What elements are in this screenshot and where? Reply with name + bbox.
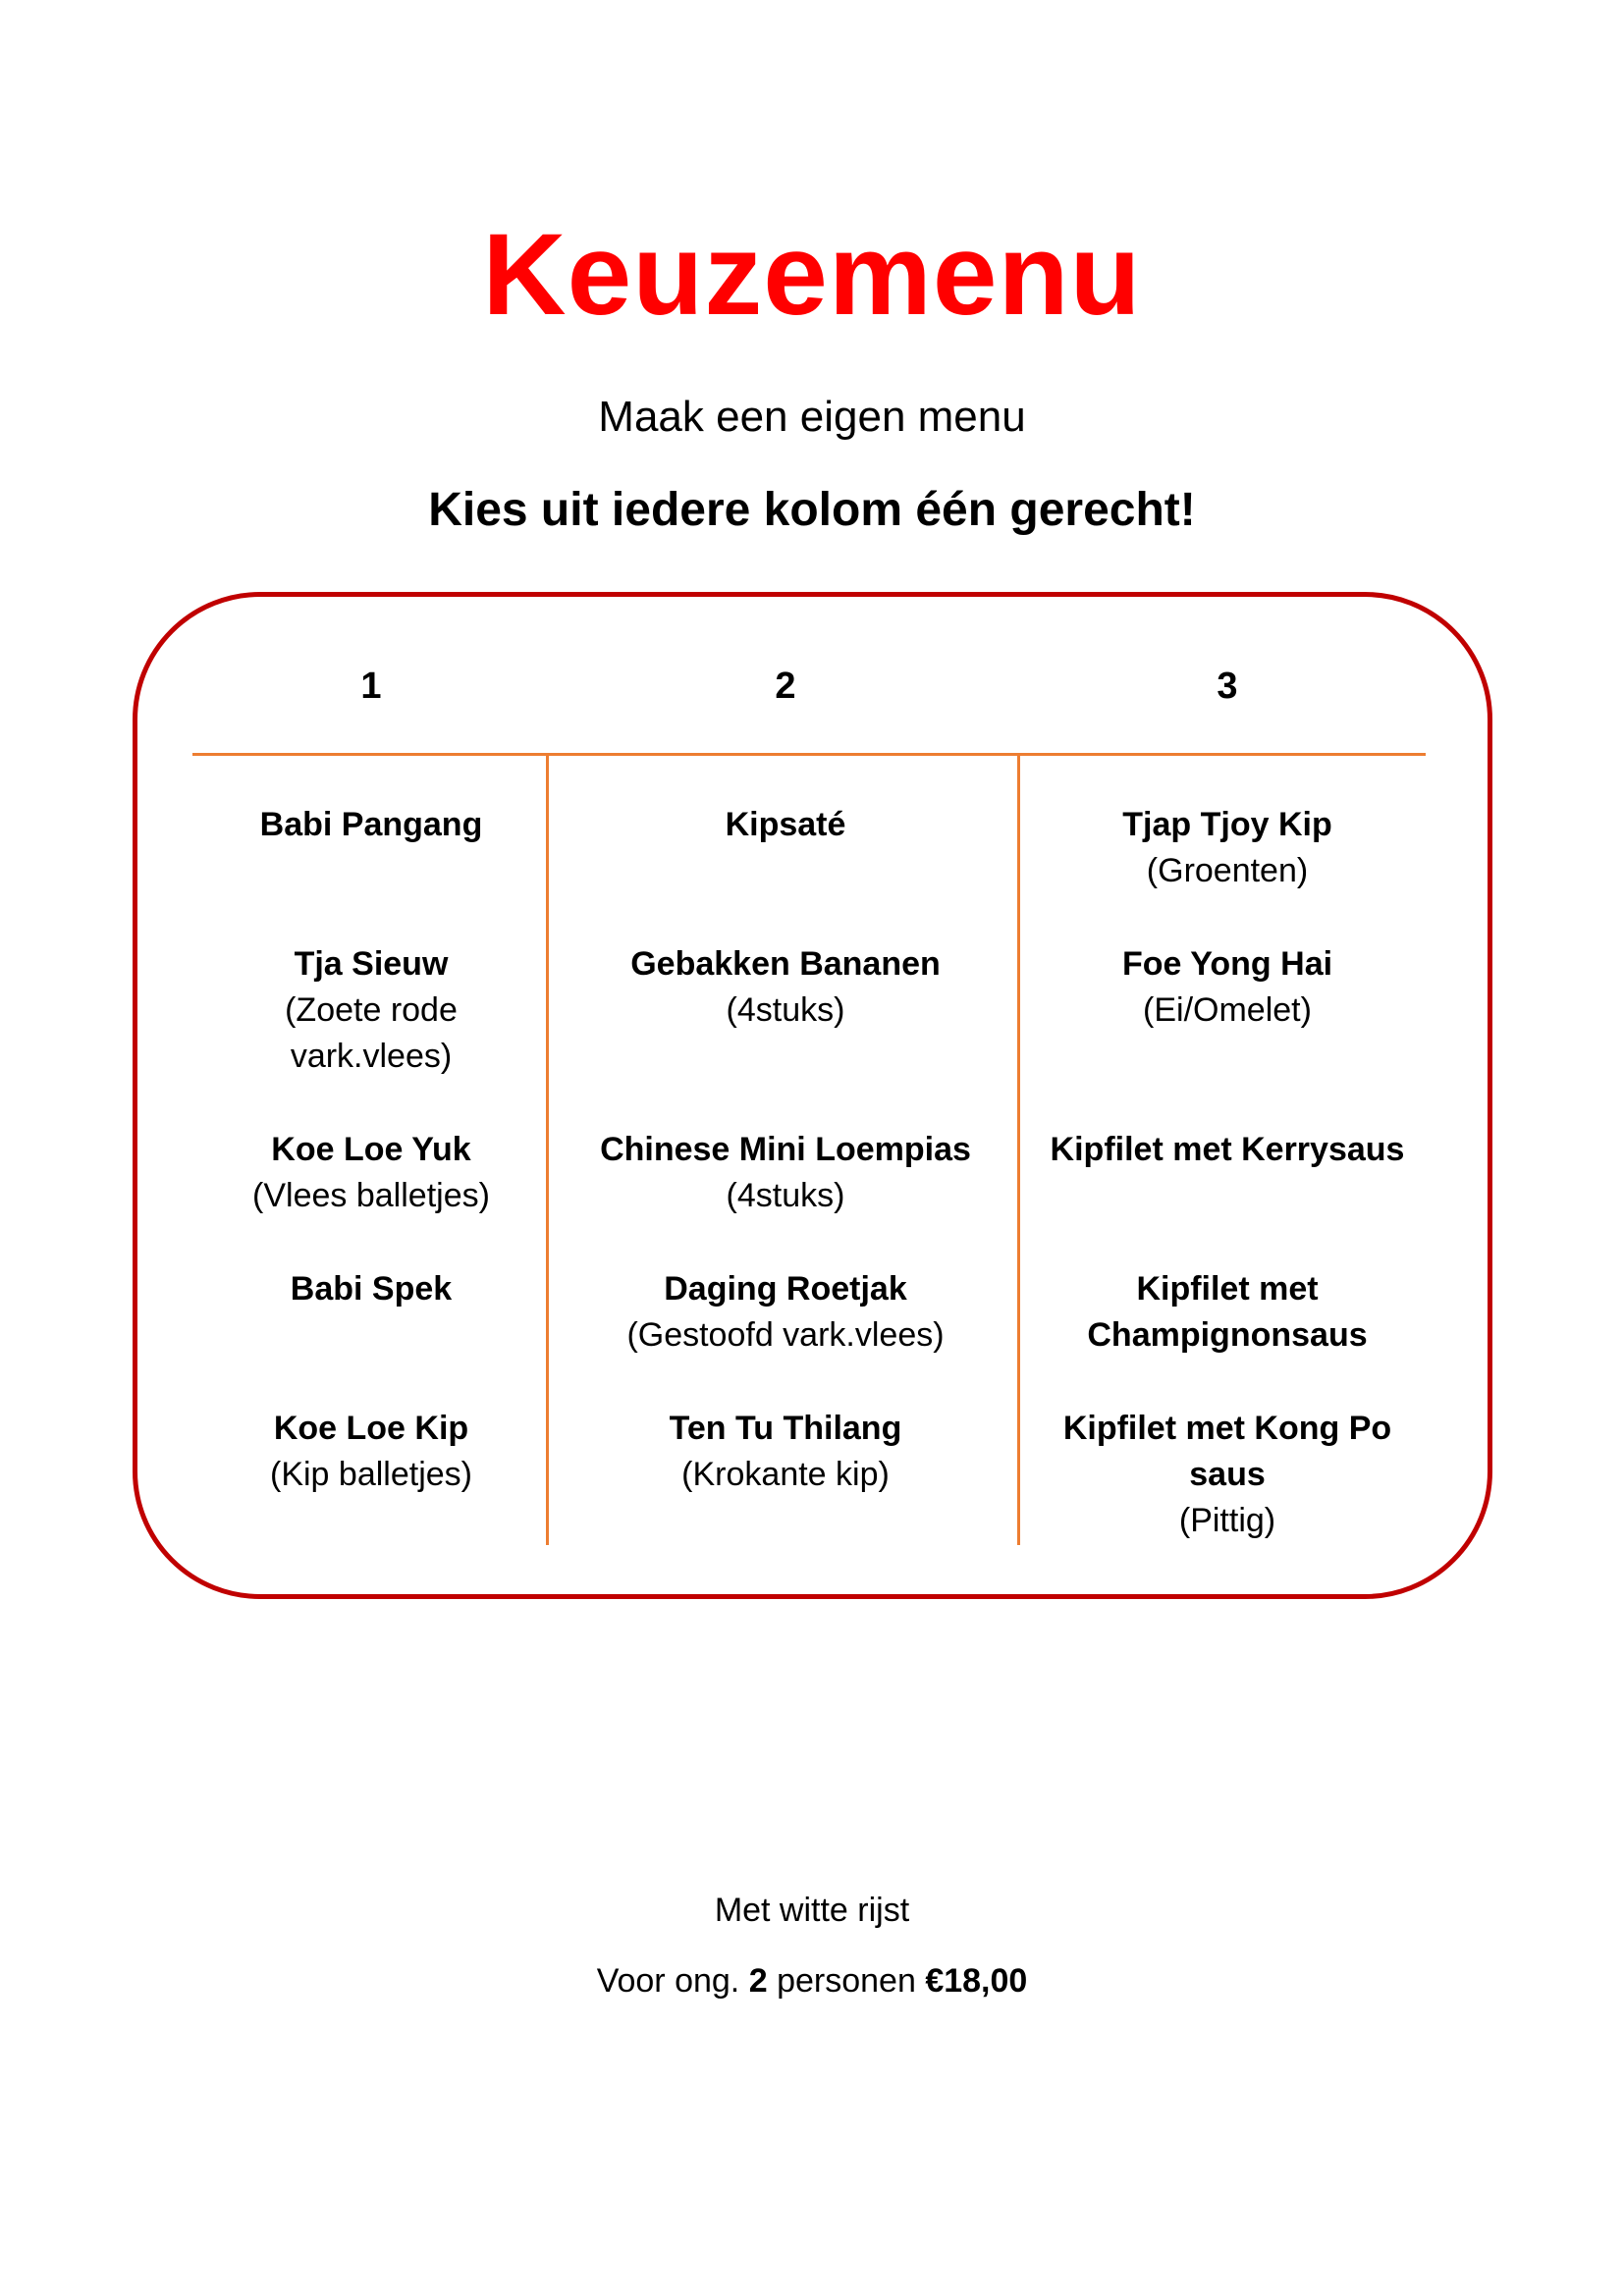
- dish-name: Kipfilet met Champignonsaus: [1087, 1270, 1368, 1354]
- column-header-3: 3: [1217, 666, 1238, 707]
- dish-item: [204, 1127, 538, 1219]
- dish-item: [1031, 941, 1424, 1034]
- dish-name: Tja Sieuw: [294, 945, 449, 983]
- footer-rice-note: Met witte rijst: [714, 1892, 910, 1929]
- dish-item: [579, 941, 992, 1034]
- dish-item: [579, 1127, 992, 1219]
- dish-item: [204, 941, 538, 1080]
- menu-price: €18,00: [925, 1962, 1028, 2000]
- dish-item: [204, 802, 538, 848]
- dish-description: (Kip balletjes): [270, 1456, 472, 1493]
- persons-word: personen: [777, 1962, 916, 2000]
- column-header-2: 2: [775, 666, 796, 707]
- dish-name: Daging Roetjak: [664, 1270, 907, 1308]
- column-header-1: 1: [360, 666, 382, 707]
- dish-name: Chinese Mini Loempias: [600, 1131, 971, 1168]
- dish-item: [1031, 1266, 1424, 1359]
- dish-name: Ten Tu Thilang: [669, 1410, 902, 1447]
- dish-name: Tjap Tjoy Kip: [1122, 806, 1332, 843]
- dish-item: [1031, 802, 1424, 894]
- dish-description: (Krokante kip): [681, 1456, 890, 1493]
- dish-name: Babi Pangang: [259, 806, 483, 843]
- dish-description: (Ei/Omelet): [1143, 991, 1312, 1029]
- footer-price-line: [0, 1958, 1624, 2003]
- dish-description: (4stuks): [726, 1177, 845, 1214]
- dish-description: (Groenten): [1146, 852, 1309, 889]
- dish-name: Kipsaté: [725, 806, 846, 843]
- dish-description: (Zoete rode vark.vlees): [285, 991, 458, 1075]
- page-title: Keuzemenu: [482, 210, 1142, 340]
- dish-name: Gebakken Bananen: [630, 945, 941, 983]
- dish-item: [579, 1406, 992, 1498]
- dish-item: [204, 1406, 538, 1498]
- dish-name: Koe Loe Kip: [273, 1410, 469, 1447]
- dish-name: Koe Loe Yuk: [271, 1131, 471, 1168]
- dish-description: (4stuks): [726, 991, 845, 1029]
- instruction-text: Kies uit iedere kolom één gerecht!: [428, 484, 1196, 536]
- dish-item: [1031, 1127, 1424, 1173]
- dish-item: [1031, 1406, 1424, 1544]
- dish-description: (Pittig): [1178, 1502, 1276, 1539]
- dish-item: [579, 1266, 992, 1359]
- page-subtitle: Maak een eigen menu: [598, 393, 1026, 441]
- header-divider: [192, 753, 1426, 756]
- persons-count: 2: [748, 1962, 768, 2000]
- dish-name: Kipfilet met Kerrysaus: [1050, 1131, 1405, 1168]
- dish-item: [579, 802, 992, 848]
- dish-name: Foe Yong Hai: [1121, 945, 1333, 983]
- dish-item: [204, 1266, 538, 1312]
- column-divider-2: [1017, 754, 1020, 1545]
- column-divider-1: [546, 754, 549, 1545]
- dish-name: Babi Spek: [290, 1270, 453, 1308]
- price-prefix: Voor ong.: [596, 1962, 740, 2000]
- dish-description: (Vlees balletjes): [252, 1177, 490, 1214]
- dish-description: (Gestoofd vark.vlees): [626, 1316, 945, 1354]
- dish-name: Kipfilet met Kong Po saus: [1062, 1410, 1392, 1493]
